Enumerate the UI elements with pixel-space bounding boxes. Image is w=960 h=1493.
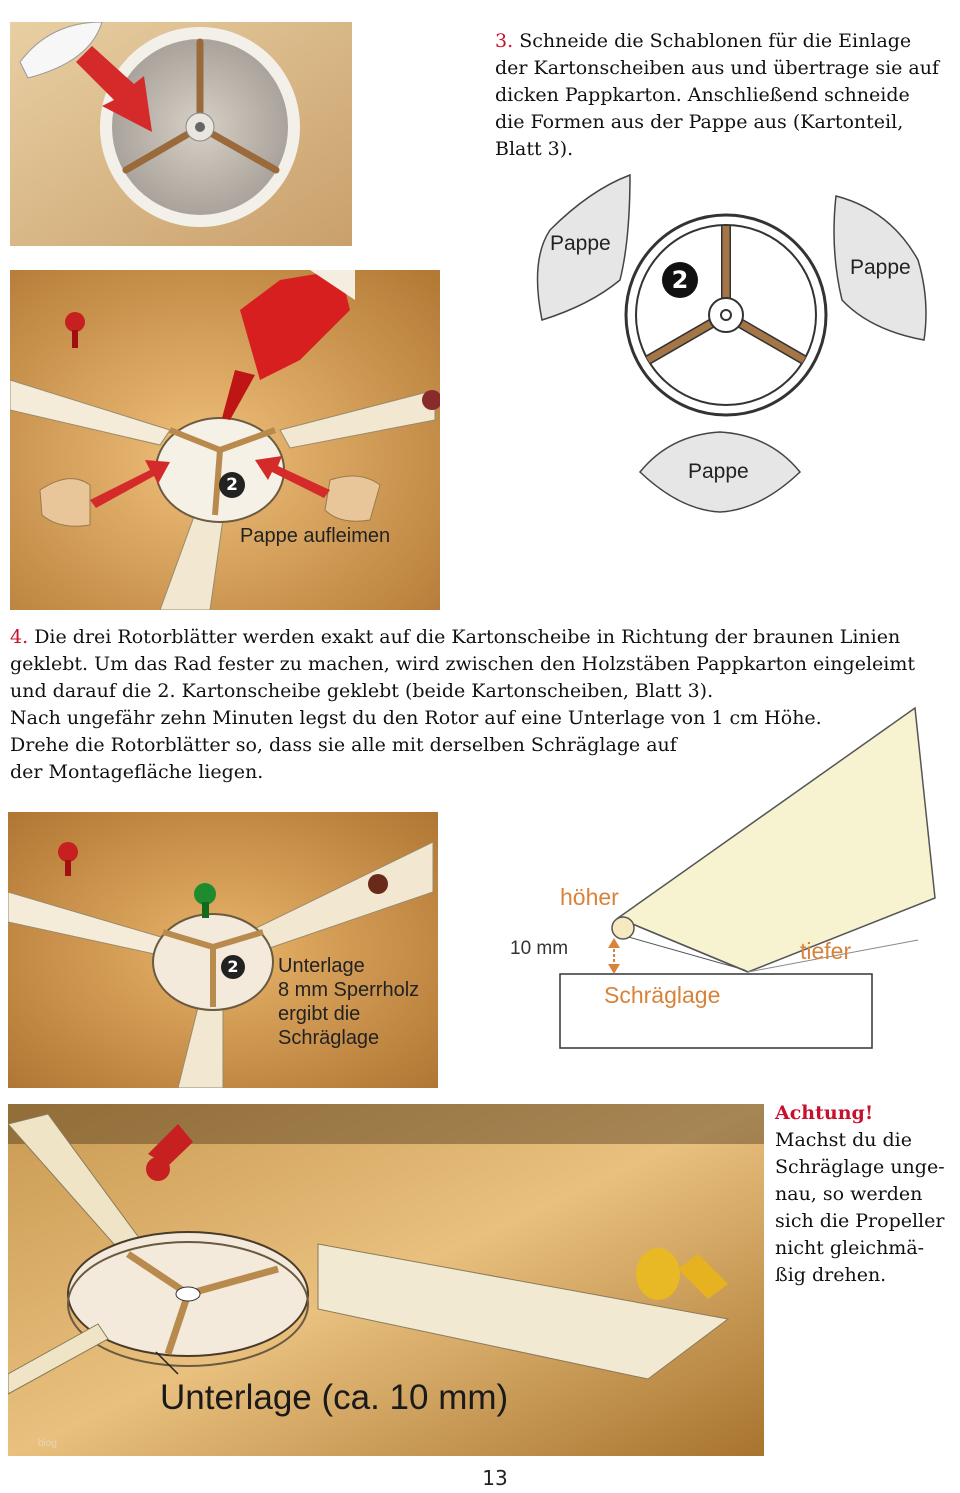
slope-label-height: 10 mm bbox=[510, 938, 569, 959]
warning-line-2: Schräglage unge- bbox=[775, 1156, 945, 1178]
final-caption: Unterlage (ca. 10 mm) bbox=[160, 1378, 509, 1417]
photo-final-rotor bbox=[8, 1104, 764, 1456]
glue-badge: 2 bbox=[226, 475, 238, 495]
step4-line-2: geklebt. Um das Rad fester zu machen, wird zwischen den Holzstäben Pappkarton eingeleimt bbox=[10, 653, 916, 675]
step3-line-1: 3. Schneide die Schablonen für die Einlage bbox=[495, 30, 912, 52]
wheel-badge: 2 bbox=[671, 266, 689, 294]
slope-label-lower: tiefer bbox=[800, 938, 852, 964]
photo-unterlage-8mm bbox=[8, 812, 438, 1088]
unterlage-caption-1: Unterlage bbox=[278, 955, 365, 977]
pappe-label-right: Pappe bbox=[850, 256, 911, 279]
photo-glue-cardboard bbox=[10, 270, 440, 610]
step3-line-5: Blatt 3). bbox=[495, 138, 574, 160]
step3-number: 3. bbox=[495, 30, 514, 52]
unterlage-caption-2: 8 mm Sperrholz bbox=[278, 979, 420, 1001]
final-watermark: blog bbox=[38, 1438, 57, 1449]
pappe-label-left: Pappe bbox=[550, 232, 611, 255]
step4-line-6: der Montagefläche liegen. bbox=[10, 761, 264, 783]
unterlage-caption-4: Schräglage bbox=[278, 1027, 380, 1049]
step3-line-2: der Kartonscheiben aus und übertrage sie auf bbox=[495, 57, 940, 79]
step4-line-5: Drehe die Rotorblätter so, dass sie alle mit derselben Schräglage auf bbox=[10, 734, 677, 756]
warning-box bbox=[775, 1100, 960, 1289]
slope-label-slope: Schräglage bbox=[604, 982, 721, 1008]
photo-template-disc bbox=[10, 22, 352, 246]
diagram-wheel bbox=[520, 170, 940, 530]
diagram-slope bbox=[500, 700, 940, 1060]
warning-line-1: Machst du die bbox=[775, 1129, 913, 1151]
glue-caption: Pappe aufleimen bbox=[240, 525, 391, 547]
step4-line-4: Nach ungefähr zehn Minuten legst du den Rotor auf eine Unterlage von 1 cm Höhe. bbox=[10, 707, 822, 729]
step3-text bbox=[495, 28, 955, 163]
unterlage-badge: 2 bbox=[227, 957, 239, 976]
warning-line-4: sich die Propeller bbox=[775, 1210, 945, 1232]
page-number: 13 bbox=[482, 1466, 508, 1490]
step4-line-3: und darauf die 2. Kartonscheibe geklebt (beide Kartonscheiben, Blatt 3). bbox=[10, 680, 714, 702]
warning-title: Achtung! bbox=[775, 1102, 874, 1124]
step3-line-4: die Formen aus der Pappe aus (Kartonteil, bbox=[495, 111, 904, 133]
unterlage-caption-3: ergibt die bbox=[278, 1003, 361, 1025]
step4-line-1: 4. Die drei Rotorblätter werden exakt auf die Kartonscheibe in Richtung der braunen Linien bbox=[10, 626, 901, 648]
pappe-label-bottom: Pappe bbox=[688, 460, 749, 483]
unterlage-caption bbox=[278, 954, 419, 1050]
warning-line-6: ßig drehen. bbox=[775, 1264, 887, 1286]
step4-number: 4. bbox=[10, 626, 29, 648]
slope-label-higher: höher bbox=[560, 884, 619, 910]
step3-line-3: dicken Pappkarton. Anschließend schneide bbox=[495, 84, 910, 106]
warning-line-3: nau, so werden bbox=[775, 1183, 923, 1205]
warning-line-5: nicht gleichmä- bbox=[775, 1237, 925, 1259]
